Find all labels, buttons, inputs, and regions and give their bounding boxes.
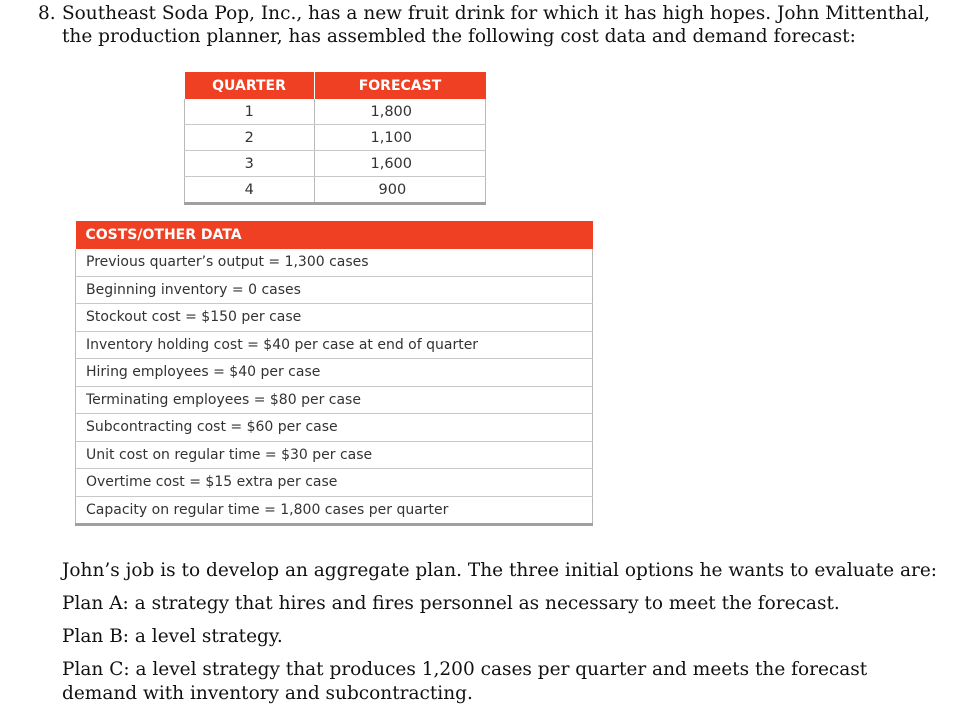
forecast-row xyxy=(185,99,486,125)
cost-row: Inventory holding cost = $40 per case at end of quarter xyxy=(76,331,593,359)
costs-header: COSTS/OTHER DATA xyxy=(76,221,593,249)
quarter-header: QUARTER xyxy=(185,72,315,99)
forecast-cell: 1,600 xyxy=(314,151,486,177)
forecast-cell: 1,800 xyxy=(314,99,486,125)
quarter-cell: 4 xyxy=(185,177,315,204)
quarter-cell: 3 xyxy=(185,151,315,177)
cost-row: Hiring employees = $40 per case xyxy=(76,359,593,387)
forecast-cell: 1,100 xyxy=(314,125,486,151)
problem-number: 8. xyxy=(38,3,56,24)
cost-row: Overtime cost = $15 extra per case xyxy=(76,469,593,497)
cost-row: Previous quarter’s output = 1,300 cases xyxy=(76,249,593,276)
forecast-row xyxy=(185,177,486,204)
plan-b: Plan B: a level strategy. xyxy=(62,626,283,647)
cost-row: Stockout cost = $150 per case xyxy=(76,304,593,332)
forecast-row xyxy=(185,151,486,177)
forecast-row xyxy=(185,125,486,151)
cost-row: Capacity on regular time = 1,800 cases per quarter xyxy=(76,496,593,525)
costs-header-row xyxy=(76,221,593,249)
problem-intro: Southeast Soda Pop, Inc., has a new fruit drink for which it has high hopes. John Mittenthal, the production planner, has assembled the following cost data and demand forecast: xyxy=(62,3,931,47)
quarter-cell: 1 xyxy=(185,99,315,125)
costs-table xyxy=(75,221,593,526)
problem-statement xyxy=(38,2,938,48)
forecast-cell: 900 xyxy=(314,177,486,204)
forecast-header: FORECAST xyxy=(314,72,486,99)
forecast-table xyxy=(184,72,486,205)
quarter-cell: 2 xyxy=(185,125,315,151)
plan-c: Plan C: a level strategy that produces 1,200 cases per quarter and meets the forecast demand with inventory and subcontracting. xyxy=(62,659,868,704)
cost-row: Subcontracting cost = $60 per case xyxy=(76,414,593,442)
cost-row: Terminating employees = $80 per case xyxy=(76,386,593,414)
plan-a: Plan A: a strategy that hires and fires personnel as necessary to meet the forecast. xyxy=(62,593,840,614)
job-description: John’s job is to develop an aggregate plan. The three initial options he wants to evaluate are: xyxy=(62,560,938,581)
forecast-header-row xyxy=(185,72,486,99)
cost-row: Beginning inventory = 0 cases xyxy=(76,276,593,304)
cost-row: Unit cost on regular time = $30 per case xyxy=(76,441,593,469)
